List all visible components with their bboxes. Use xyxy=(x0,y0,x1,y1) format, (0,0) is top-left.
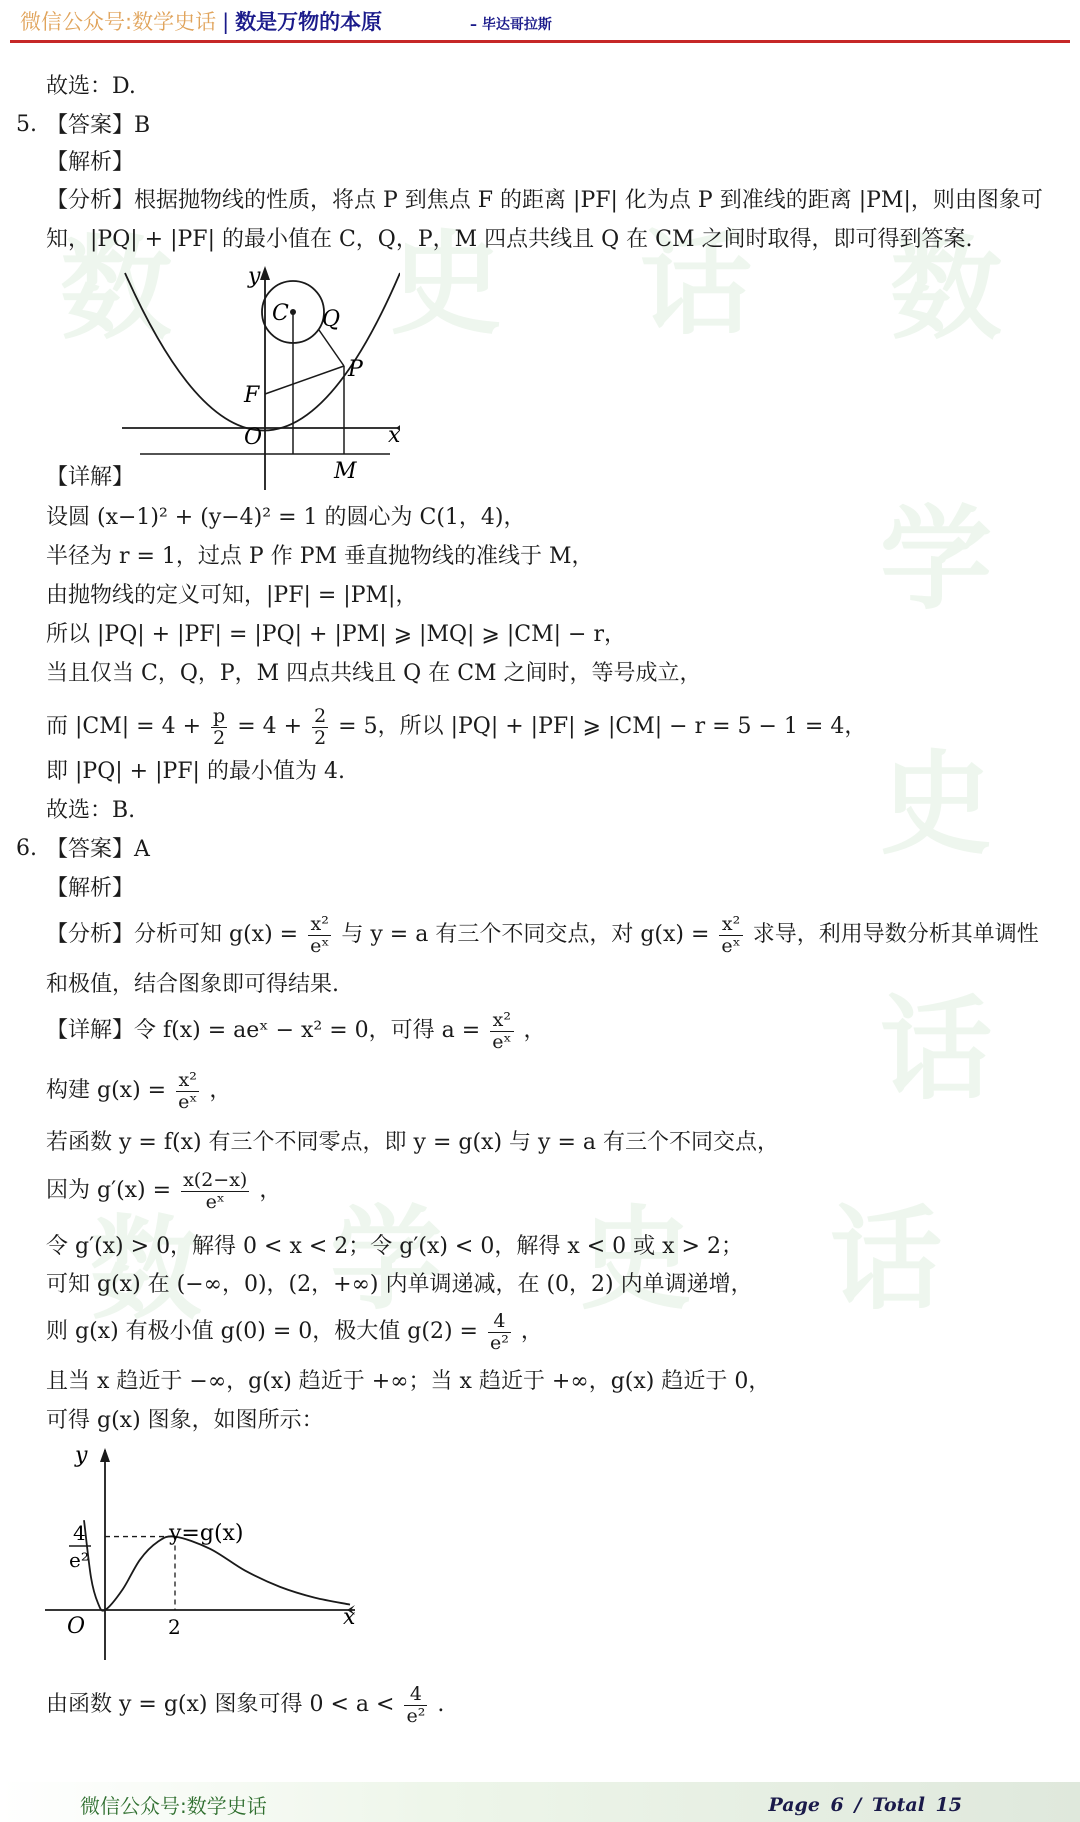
text-segment: 【详解】令 f(x) = aeˣ − x² = 0，可得 a = xyxy=(46,1018,481,1043)
fraction xyxy=(176,1070,199,1113)
fraction xyxy=(211,706,227,749)
fraction xyxy=(719,914,742,957)
text-segment: = 5，所以 |PQ| + |PF| ⩾ |CM| − r = 5 − 1 = 4， xyxy=(338,714,867,739)
watermark: 话 xyxy=(640,220,752,350)
fraction-num: 4 xyxy=(404,1684,427,1706)
text-segment: . xyxy=(437,1692,445,1717)
total-number: 15 xyxy=(935,1794,962,1816)
watermark: 史 xyxy=(580,1195,692,1325)
fraction-den: eˣ xyxy=(178,1090,198,1113)
text-segment: 构建 g(x) = xyxy=(46,1078,167,1103)
header-author: – 毕达哥拉斯 xyxy=(470,17,552,33)
text-line xyxy=(46,1068,231,1114)
fraction-num: x² xyxy=(719,914,742,936)
text-line xyxy=(46,703,866,751)
fraction-den: 2 xyxy=(314,726,327,749)
watermark: 史 xyxy=(880,740,992,870)
label-o: O xyxy=(244,425,263,450)
total-word: Total xyxy=(871,1794,925,1816)
fraction-den: eˣ xyxy=(492,1030,512,1053)
fraction-den: 2 xyxy=(213,726,226,749)
fraction xyxy=(404,1684,427,1727)
text-line: 即 |PQ| + |PF| 的最小值为 4. xyxy=(46,759,345,784)
fraction-num: p xyxy=(213,704,226,727)
header-left xyxy=(20,6,382,36)
text-line xyxy=(46,912,1039,958)
y-axis-arrow xyxy=(100,1448,110,1462)
text-segment: ， xyxy=(523,1018,546,1043)
text-segment: 则 g(x) 有极小值 g(0) = 0，极大值 g(2) = xyxy=(46,1319,478,1344)
text-line: 设圆 (x−1)² + (y−4)² = 1 的圆心为 C(1，4)， xyxy=(46,505,526,530)
parabola-curve xyxy=(125,273,400,431)
label-e2: e² xyxy=(69,1548,89,1572)
text-segment: 由函数 y = g(x) 图象可得 0 < a < xyxy=(46,1692,395,1717)
fraction-den: eˣ xyxy=(310,934,330,957)
fraction-den: eˣ xyxy=(721,934,741,957)
text-line xyxy=(46,1008,546,1054)
page-number: 6 xyxy=(830,1794,844,1816)
label-m: M xyxy=(334,459,357,484)
text-segment: ， xyxy=(520,1319,543,1344)
section-label: 【解析】 xyxy=(46,876,135,901)
label-q: Q xyxy=(322,307,341,332)
text-segment: 与 y = a 有三个不同交点，对 g(x) = xyxy=(341,922,710,947)
text-line: 可得 g(x) 图象，如图所示： xyxy=(46,1408,324,1433)
text-line: 知，|PQ| + |PF| 的最小值在 C，Q，P，M 四点共线且 Q 在 CM 之间时取得，即可得到答案. xyxy=(46,227,973,252)
question-number: 6. xyxy=(16,836,37,861)
page-header xyxy=(10,0,1070,43)
fraction xyxy=(308,914,331,957)
fraction-num: x² xyxy=(308,914,331,936)
text-line: 故选：D. xyxy=(46,74,136,99)
fraction xyxy=(181,1170,249,1213)
watermark: 学 xyxy=(330,1195,442,1325)
answer-label: 【答案】A xyxy=(46,837,150,862)
text-segment: = 4 + xyxy=(237,714,303,739)
footer-wechat: 微信公众号:数学史话 xyxy=(80,1794,267,1818)
text-line: 故选：B. xyxy=(46,798,136,823)
watermark: 话 xyxy=(880,985,992,1115)
page-word: Page xyxy=(768,1794,820,1816)
text-segment: 而 |CM| = 4 + xyxy=(46,714,202,739)
fraction xyxy=(490,1010,513,1053)
text-line: 【分析】根据抛物线的性质，将点 P 到焦点 F 的距离 |PF| 化为点 P 到准线的距离 |PM|，则由图象可 xyxy=(46,188,1043,213)
text-line: 可知 g(x) 在 (−∞，0)，(2，+∞) 内单调递减，在 (0，2) 内单调递增， xyxy=(46,1272,753,1297)
label-c: C xyxy=(272,301,289,326)
text-line: 由抛物线的定义可知，|PF| = |PM|， xyxy=(46,583,418,608)
fraction-num: x(2−x) xyxy=(183,1168,248,1191)
question-number: 5. xyxy=(16,112,37,137)
label-f: F xyxy=(244,383,260,408)
header-wechat: 微信公众号:数学史话 xyxy=(20,10,217,34)
watermark: 数 xyxy=(60,225,172,355)
fraction-num: 2 xyxy=(314,704,327,727)
fraction-num: x² xyxy=(490,1010,513,1032)
fraction xyxy=(312,706,328,749)
header-title: 数是万物的本原 xyxy=(235,10,383,34)
gx-graph xyxy=(45,1440,375,1660)
fraction-den: e² xyxy=(406,1704,426,1727)
text-line: 当且仅当 C，Q，P，M 四点共线且 Q 在 CM 之间时，等号成立， xyxy=(46,661,702,686)
label-y: y xyxy=(75,1443,88,1468)
label-4: 4 xyxy=(73,1521,86,1545)
text-line: 和极值，结合图象即可得结果. xyxy=(46,972,339,997)
text-line: 若函数 y = f(x) 有三个不同零点，即 y = g(x) 与 y = a 有三个不同交点， xyxy=(46,1130,779,1155)
fraction-den: e² xyxy=(489,1331,509,1354)
label-p: P xyxy=(348,357,363,382)
curve-label: y=g(x) xyxy=(169,1521,244,1546)
text-line: 且当 x 趋近于 −∞，g(x) 趋近于 +∞；当 x 趋近于 +∞，g(x) 趋近于 0， xyxy=(46,1369,771,1394)
text-line xyxy=(46,1309,543,1355)
watermark: 数 xyxy=(90,1205,202,1335)
segment-qp xyxy=(319,330,344,366)
label-2: 2 xyxy=(168,1615,181,1639)
text-line xyxy=(46,1168,281,1214)
text-segment: 因为 g′(x) = xyxy=(46,1178,172,1203)
page-footer xyxy=(0,1782,1080,1822)
answer-label: 【答案】B xyxy=(46,113,151,138)
page-slash: / xyxy=(854,1794,862,1816)
fraction-num: x² xyxy=(176,1070,199,1092)
text-line xyxy=(46,1682,444,1728)
watermark: 数 xyxy=(890,225,1002,355)
page-indicator xyxy=(768,1794,962,1816)
label-y: y xyxy=(248,264,261,289)
text-segment: ， xyxy=(259,1178,282,1203)
segment-fp xyxy=(265,366,344,394)
text-line: 半径为 r = 1，过点 P 作 PM 垂直抛物线的准线于 M， xyxy=(46,544,594,569)
fraction-den: eˣ xyxy=(205,1190,225,1213)
watermark: 话 xyxy=(830,1195,942,1325)
y-axis-arrow xyxy=(260,266,270,280)
watermark: 史 xyxy=(390,220,502,350)
label-o: O xyxy=(67,1614,86,1639)
fraction-num: 4 xyxy=(488,1311,511,1333)
section-label: 【详解】 xyxy=(46,465,135,490)
header-separator: | xyxy=(222,10,230,34)
section-label: 【解析】 xyxy=(46,150,135,175)
text-segment: 求导，利用导数分析其单调性 xyxy=(752,922,1039,947)
text-segment: 【分析】分析可知 g(x) = xyxy=(46,922,299,947)
label-x: x xyxy=(343,1605,356,1630)
text-line: 令 g′(x) > 0，解得 0 < x < 2；令 g′(x) < 0，解得 x < 0 或 x > 2； xyxy=(46,1234,743,1259)
label-x: x xyxy=(388,423,400,448)
parabola-figure xyxy=(100,258,400,498)
fraction xyxy=(488,1311,511,1354)
watermark: 学 xyxy=(880,495,992,625)
text-segment: ， xyxy=(209,1078,232,1103)
text-line: 所以 |PQ| + |PF| = |PQ| + |PM| ⩾ |MQ| ⩾ |CM| − r， xyxy=(46,622,626,647)
